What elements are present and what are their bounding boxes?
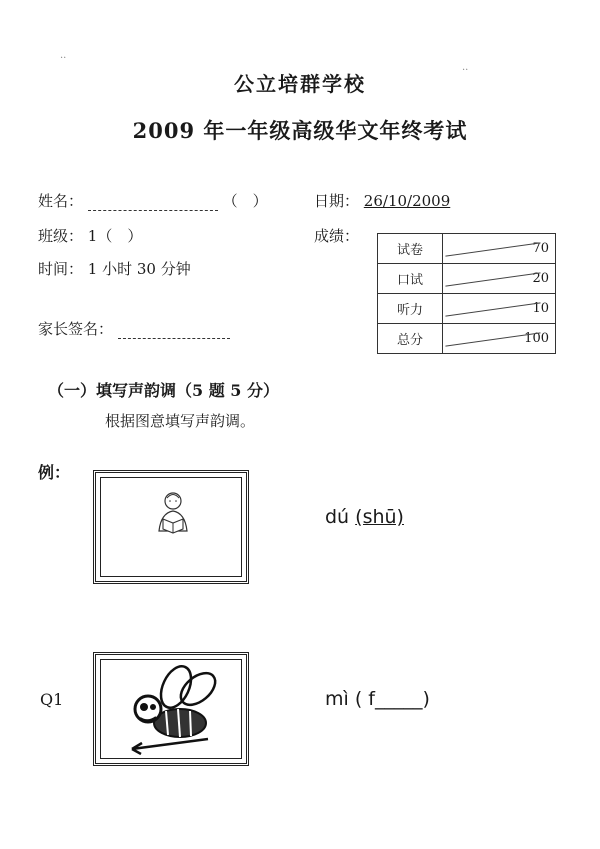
date-row [314, 190, 450, 211]
name-field[interactable] [88, 194, 218, 211]
scan-mark: .. [462, 62, 469, 73]
time-row [38, 258, 191, 279]
score-value: 100 [524, 331, 549, 346]
q1-pinyin: mì ( f_____) [325, 688, 430, 710]
grade-label: 成绩： [314, 227, 360, 245]
name-label: 姓名： [38, 192, 84, 210]
score-row [378, 234, 556, 264]
school-name: 公立培群学校 [234, 72, 366, 96]
class-label: 班级： [38, 227, 84, 245]
exam-title: 2009 年一年级高级华文年终考试 [132, 118, 468, 143]
example-label: 例： [38, 463, 71, 482]
parent-signature-label: 家长签名： [38, 320, 114, 338]
time-value: 1 小时 30 分钟 [87, 260, 191, 278]
time-label: 时间： [38, 260, 84, 278]
class-row [38, 225, 142, 246]
score-name: 口试 [378, 264, 443, 294]
score-name: 试卷 [378, 234, 443, 264]
score-row [378, 294, 556, 324]
date-label: 日期： [314, 192, 360, 210]
score-name: 听力 [378, 294, 443, 324]
example-pinyin-prefix: dú [325, 506, 356, 528]
section-heading: （一）填写声韵调（5 题 5 分） [48, 381, 279, 400]
score-value: 10 [532, 301, 549, 316]
score-cell [443, 264, 556, 294]
score-cell [443, 324, 556, 354]
example-pinyin [325, 506, 404, 528]
example-picture-frame [93, 470, 249, 584]
score-value: 70 [532, 241, 549, 256]
score-name: 总分 [378, 324, 443, 354]
name-paren: （ ） [222, 192, 268, 210]
class-value: 1（ ） [87, 227, 143, 245]
date-value: 26/10/2009 [363, 192, 451, 210]
parent-signature-field[interactable] [118, 322, 230, 339]
q1-picture-frame [93, 652, 249, 766]
question-label: Q1 [40, 690, 64, 709]
example-pinyin-answer: (shū) [355, 506, 404, 528]
scan-mark: .. [60, 50, 67, 61]
parent-signature-row [38, 318, 230, 339]
score-table [377, 233, 556, 354]
section-instruction: 根据图意填写声韵调。 [105, 412, 256, 430]
score-row [378, 264, 556, 294]
name-row [38, 190, 268, 211]
score-row [378, 324, 556, 354]
score-value: 20 [532, 271, 549, 286]
bee-icon [118, 663, 228, 755]
child-reading-book-icon [151, 489, 195, 537]
score-cell [443, 294, 556, 324]
score-cell [443, 234, 556, 264]
